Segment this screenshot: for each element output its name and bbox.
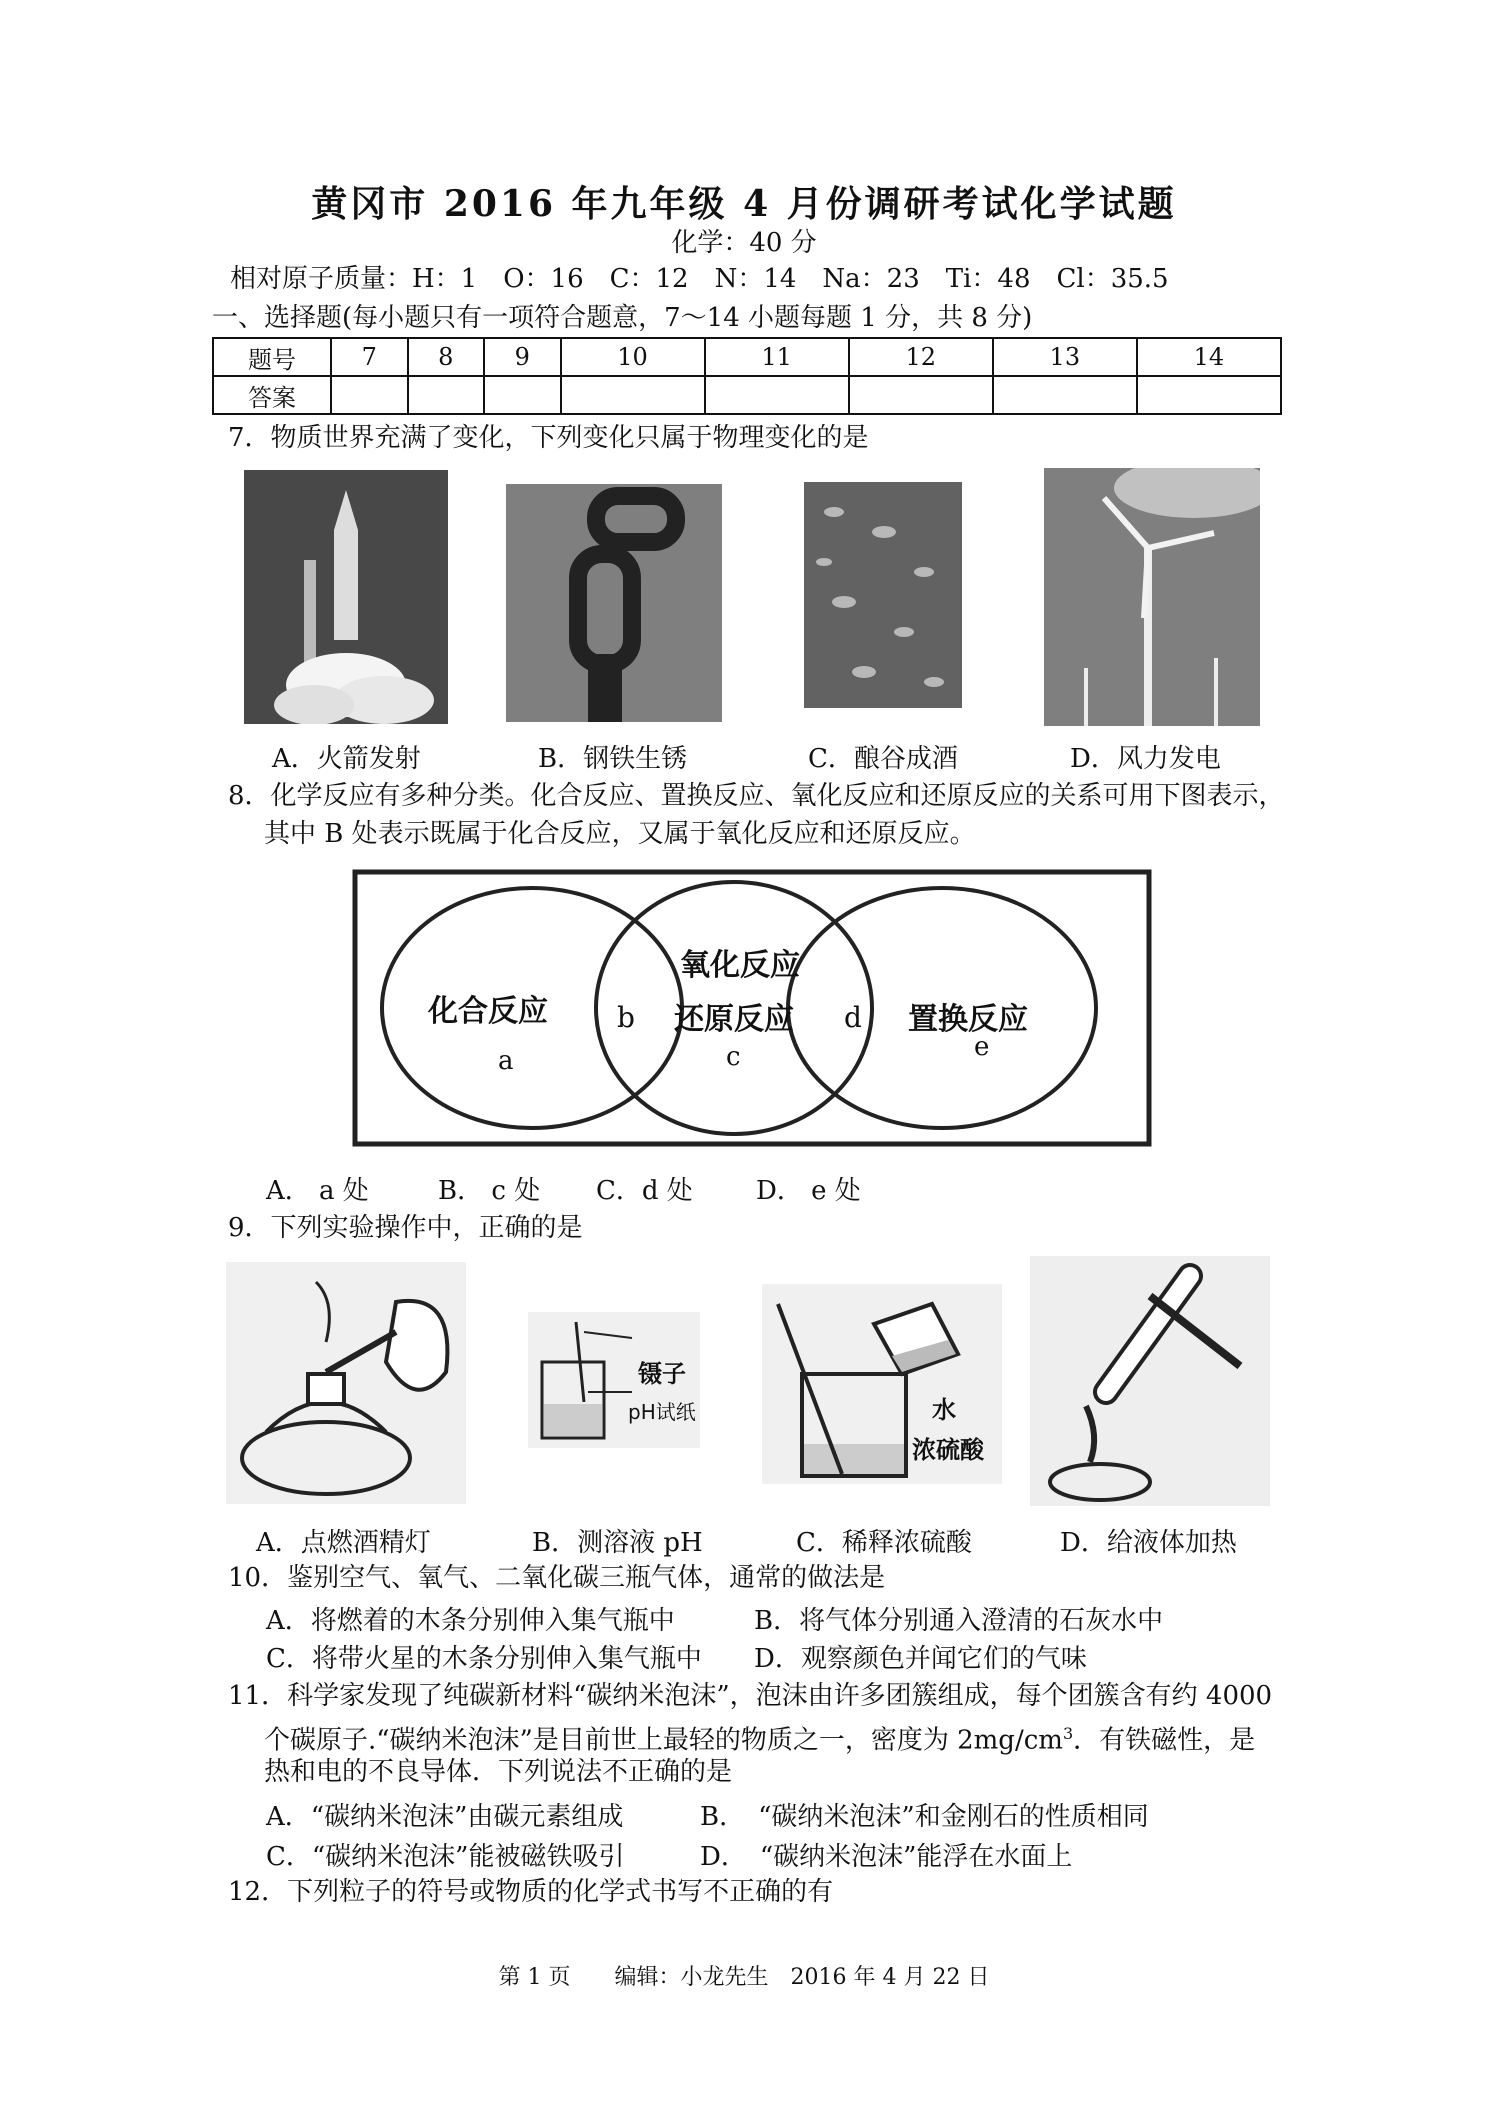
q9-option-a[interactable]: A．点燃酒精灯: [256, 1528, 431, 1558]
page-title: 黄冈市 2016 年九年级 4 月份调研考试化学试题: [311, 183, 1177, 225]
q11-option-c[interactable]: C．“碳纳米泡沫”能被磁铁吸引: [266, 1842, 625, 1872]
label-water: 水: [932, 1396, 956, 1424]
q8-text-line2: 其中 B 处表示既属于化合反应，又属于氧化反应和还原反应。: [264, 819, 976, 849]
q7-option-d[interactable]: D．风力发电: [1070, 744, 1221, 774]
q11-text-line1: 11．科学家发现了纯碳新材料“碳纳米泡沫”，泡沫由许多团簇组成，每个团簇含有约 4000: [228, 1681, 1273, 1711]
table-row: [213, 338, 1281, 376]
answer-cell[interactable]: [484, 376, 561, 414]
rusty-chain-image: [506, 484, 722, 722]
label-tweezers: 镊子: [638, 1360, 686, 1388]
table-header-cell: 题号: [213, 338, 331, 376]
q9-option-b[interactable]: B．测溶液 pH: [532, 1528, 703, 1558]
table-cell: 12: [849, 338, 993, 376]
table-row: [213, 376, 1281, 414]
q9-text: 9．下列实验操作中，正确的是: [228, 1213, 583, 1243]
q7-option-c[interactable]: C．酿谷成酒: [808, 744, 958, 774]
table-cell: 9: [484, 338, 561, 376]
venn-label-oxidation: 氧化反应: [680, 948, 800, 983]
q8-option-d[interactable]: D． e 处: [756, 1176, 861, 1206]
q12-text: 12．下列粒子的符号或物质的化学式书写不正确的有: [228, 1877, 834, 1907]
fermented-grain-image: [804, 482, 962, 708]
q8-option-c[interactable]: C．d 处: [596, 1176, 693, 1206]
reaction-venn-diagram: [352, 868, 1152, 1148]
q8-option-a[interactable]: A． a 处: [266, 1176, 369, 1206]
table-cell: 11: [705, 338, 849, 376]
q11-option-b[interactable]: B． “碳纳米泡沫”和金刚石的性质相同: [700, 1802, 1149, 1832]
atomic-mass-line: 相对原子质量：H：1 O：16 C：12 N：14 Na：23 Ti：48 Cl：35.5: [230, 264, 1169, 294]
table-cell: 7: [331, 338, 408, 376]
answer-cell[interactable]: [561, 376, 705, 414]
q8-option-b[interactable]: B． c 处: [438, 1176, 541, 1206]
answer-cell[interactable]: [408, 376, 485, 414]
q10-option-a[interactable]: A．将燃着的木条分别伸入集气瓶中: [266, 1606, 675, 1636]
q10-option-c[interactable]: C．将带火星的木条分别伸入集气瓶中: [266, 1644, 702, 1674]
wind-turbine-image: [1044, 468, 1260, 726]
q7-text: 7．物质世界充满了变化，下列变化只属于物理变化的是: [228, 423, 869, 453]
venn-label-displacement: 置换反应: [908, 1002, 1028, 1037]
q7-option-b[interactable]: B．钢铁生锈: [538, 744, 688, 774]
answer-table: [212, 337, 1282, 415]
label-ph-paper: pH试纸: [628, 1400, 696, 1424]
answer-cell[interactable]: [993, 376, 1137, 414]
q11-text-line3: 热和电的不良导体．下列说法不正确的是: [264, 1757, 733, 1787]
venn-letter-c: c: [726, 1042, 741, 1072]
q9-option-c[interactable]: C．稀释浓硫酸: [796, 1528, 972, 1558]
table-cell: 8: [408, 338, 485, 376]
table-cell: 10: [561, 338, 705, 376]
venn-letter-e: e: [974, 1032, 990, 1062]
q11-line2-end: ．有铁磁性，是: [1073, 1725, 1256, 1756]
venn-label-combination: 化合反应: [428, 994, 548, 1029]
answer-cell[interactable]: [1137, 376, 1281, 414]
venn-letter-b: b: [617, 1001, 635, 1034]
alcohol-lamp-image: [226, 1262, 466, 1504]
table-header-cell: 答案: [213, 376, 331, 414]
q10-option-b[interactable]: B．将气体分别通入澄清的石灰水中: [754, 1606, 1164, 1636]
venn-letter-a: a: [498, 1046, 514, 1076]
q11-line2-main: 个碳原子.“碳纳米泡沫”是目前世上最轻的物质之一，密度为 2mg/cm: [264, 1725, 1063, 1756]
q11-option-a[interactable]: A．“碳纳米泡沫”由碳元素组成: [266, 1802, 624, 1832]
label-acid: 浓硫酸: [912, 1436, 984, 1464]
venn-letter-d: d: [844, 1001, 862, 1034]
answer-cell[interactable]: [331, 376, 408, 414]
q9-option-d[interactable]: D．给液体加热: [1060, 1528, 1237, 1558]
q10-text: 10．鉴别空气、氧气、二氧化碳三瓶气体，通常的做法是: [228, 1563, 886, 1593]
answer-cell[interactable]: [705, 376, 849, 414]
q7-option-a[interactable]: A．火箭发射: [272, 744, 421, 774]
q11-option-d[interactable]: D． “碳纳米泡沫”能浮在水面上: [700, 1842, 1073, 1872]
q11-superscript: 3: [1062, 1724, 1074, 1743]
section-heading: 一、选择题(每小题只有一项符合题意，7～14 小题每题 1 分，共 8 分): [212, 303, 1033, 333]
venn-label-reduction: 还原反应: [674, 1002, 794, 1037]
page-footer: 第 1 页 编辑：小龙先生 2016 年 4 月 22 日: [498, 1965, 990, 1990]
table-cell: 14: [1137, 338, 1281, 376]
page-subtitle: 化学：40 分: [671, 228, 817, 258]
q11-text-line2: [264, 1718, 1255, 1757]
table-cell: 13: [993, 338, 1137, 376]
answer-cell[interactable]: [849, 376, 993, 414]
q10-option-d[interactable]: D．观察颜色并闻它们的气味: [754, 1644, 1087, 1674]
q8-text-line1: 8．化学反应有多种分类。化合反应、置换反应、氧化反应和还原反应的关系可用下图表示，: [228, 781, 1285, 811]
rocket-launch-image: [244, 470, 448, 724]
heat-liquid-image: [1030, 1256, 1270, 1506]
